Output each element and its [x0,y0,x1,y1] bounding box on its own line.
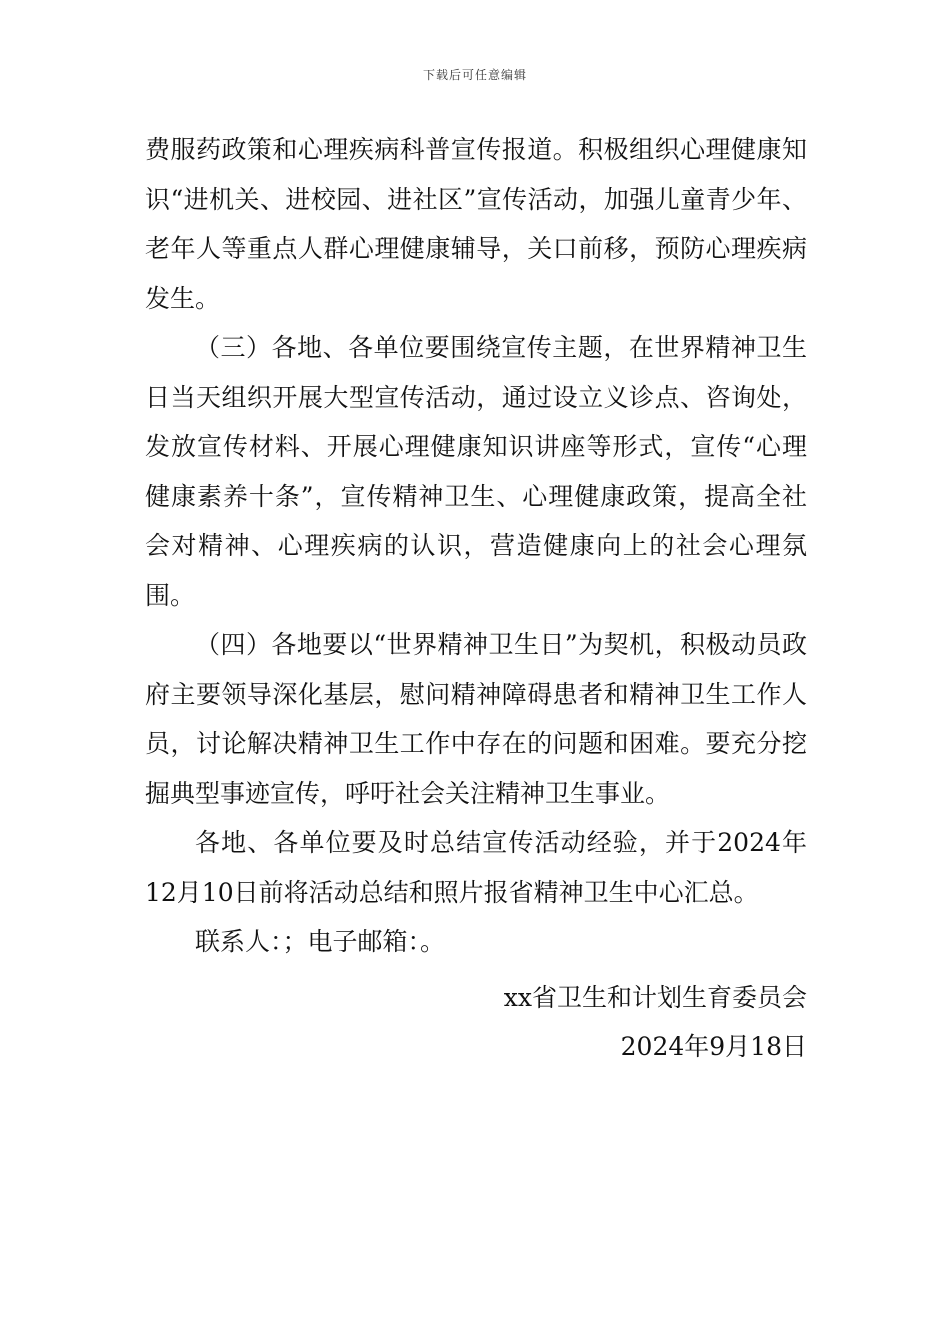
paragraph-continuation: 费服药政策和心理疾病科普宣传报道。积极组织心理健康知识“进机关、进校园、进社区”宣传活动，加强儿童青少年、老年人等重点人群心理健康辅导，关口前移，预防心理疾病发生。 [145,135,807,313]
paragraph-summary-deadline: 各地、各单位要及时总结宣传活动经验，并于2024年12月10日前将活动总结和照片报省精神卫生中心汇总。 [145,828,807,907]
download-note: 下载后可任意编辑 [422,68,527,82]
contact-line: 联系人：；电子邮箱：。 [195,927,446,956]
signature-date: 2024年9月18日 [620,1032,807,1061]
signature-organization: xx省卫生和计划生育委员会 [503,983,807,1012]
paragraph-item-four: （四）各地要以“世界精神卫生日”为契机，积极动员政府主要领导深化基层，慰问精神障碍患者和精神卫生工作人员，讨论解决精神卫生工作中存在的问题和困难。要充分挖掘典型事迹宣传，呼吁社会关注精神卫生事业。 [145,630,807,808]
document-body [145,125,807,967]
paragraph-item-three: （三）各地、各单位要围绕宣传主题，在世界精神卫生日当天组织开展大型宣传活动，通过设立义诊点、咨询处，发放宣传材料、开展心理健康知识讲座等形式，宣传“心理健康素养十条”，宣传精神卫生、心理健康政策，提高全社会对精神、心理疾病的认识，营造健康向上的社会心理氛围。 [145,333,807,610]
